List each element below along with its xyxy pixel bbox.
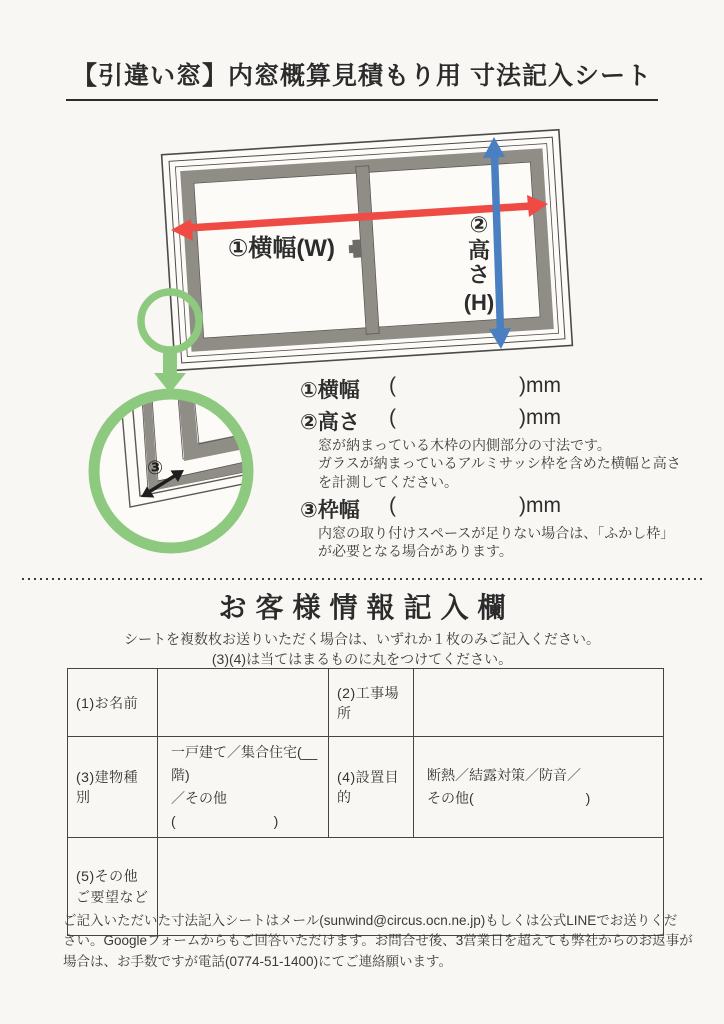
width-entry-label: ①横幅 bbox=[300, 379, 360, 402]
name-label-cell: (1)お名前 bbox=[68, 669, 158, 737]
svg-text:②: ② bbox=[469, 212, 489, 237]
frame-width-entry-row: ③枠幅 ( )mm bbox=[300, 494, 561, 522]
building-options-cell: 一戸建て／集合住宅(__階) ／その他( ) bbox=[158, 737, 329, 838]
inner-size-note: 窓が納まっている木枠の内側部分の寸法です。 ガラスが納まっているアルミサッシ枠を含めた横幅と高さ を計測してください。 bbox=[318, 437, 681, 490]
site-input-cell bbox=[414, 669, 664, 737]
height-entry-row: ②高さ ( )mm bbox=[300, 406, 561, 434]
table-row bbox=[68, 737, 664, 838]
customer-info-table bbox=[67, 668, 664, 936]
width-entry-row: ①横幅 ( )mm bbox=[300, 374, 561, 402]
site-label-cell: (2)工事場所 bbox=[329, 669, 414, 737]
table-row bbox=[68, 669, 664, 737]
page-title: 【引違い窓】内窓概算見積もり用 寸法記入シート bbox=[66, 56, 658, 101]
svg-text:(H): (H) bbox=[463, 290, 495, 315]
other-label-cell: (5)その他 ご要望など bbox=[68, 838, 158, 936]
dotted-divider bbox=[22, 578, 702, 580]
svg-text:高: 高 bbox=[467, 238, 491, 263]
frame-width-note: 内窓の取り付けスペースが足りない場合は、「ふかし枠」 が必要となる場合があります。 bbox=[318, 525, 675, 560]
svg-text:さ: さ bbox=[467, 262, 491, 287]
contact-footer: ご記入いただいた寸法記入シートはメール(sunwind@circus.ocn.ne.jp)もしくは公式LINEでお送りくだ さい。Googleフォームからもご回答いただけます。お問合せ後、3営業日を超えても弊社からのお返事が 場合は、お手数ですが電話(0774-51-1400)にてご連絡願います。 bbox=[63, 913, 693, 969]
building-label-cell: (3)建物種別 bbox=[68, 737, 158, 838]
height-entry-label: ②高さ bbox=[300, 411, 360, 434]
sliding-window-drawing bbox=[162, 130, 573, 371]
frame-width-entry-label: ③枠幅 bbox=[300, 499, 360, 522]
width-arrow-label: ①横幅(W) bbox=[228, 235, 335, 262]
frame-width-label: ③ bbox=[146, 458, 164, 479]
purpose-options-cell: 断熱／結露対策／防音／ その他( ) bbox=[414, 737, 664, 838]
name-input-cell bbox=[158, 669, 329, 737]
customer-instruction-1: シートを複数枚お送りいただく場合は、いずれか１枚のみご記入ください。 bbox=[124, 631, 600, 647]
purpose-label-cell: (4)設置目的 bbox=[329, 737, 414, 838]
customer-section-heading: お客様情報記入欄 bbox=[218, 592, 515, 623]
customer-instruction-2: (3)(4)は当てはまるものに丸をつけてください。 bbox=[211, 651, 513, 667]
